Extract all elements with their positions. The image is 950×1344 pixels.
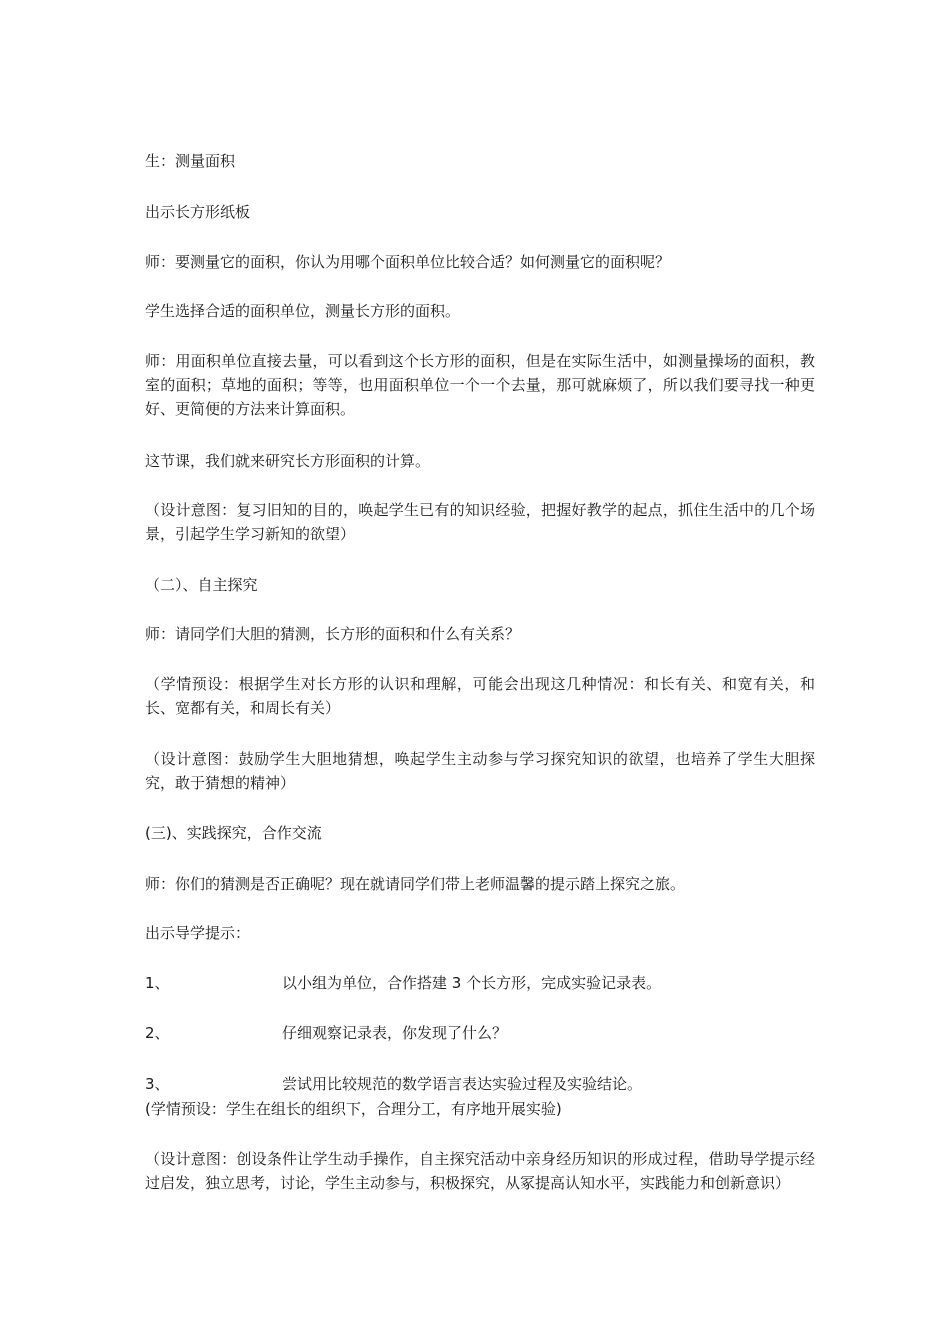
text-line: 生：测量面积 (145, 152, 236, 170)
paragraph: 师：用面积单位直接去量，可以看到这个长方形的面积，但是在实际生活中，如测量操场的面积，教室的面积；草地的面积；等等，也用面积单位一个一个去量，那可就麻烦了，所以我们要寻找一种更好、更简便的方法来计算面积。 (145, 352, 815, 418)
text-line: 学生选择合适的面积单位，测量长方形的面积。 (145, 302, 461, 320)
list-item: 尝试用比较规范的数学语言表达实验过程及实验结论。 (282, 1075, 643, 1093)
text-line: 出示导学提示： (145, 924, 251, 942)
design-intent-note: （设计意图：创设条件让学生动手操作，自主探究活动中亲身经历知识的形成过程，借助导学提示经过启发，独立思考，讨论，学生主动参与，积极探究，从冢提高认知水平，实践能力和创新意识） (145, 1150, 815, 1192)
text-line: 出示长方形纸板 (145, 203, 251, 221)
text-line: 师：你们的猜测是否正确呢？现在就请同学们带上老师温馨的提示踏上探究之旅。 (145, 875, 686, 893)
design-intent-note: （设计意图：鼓励学生大胆地猜想，唤起学生主动参与学习探究知识的欲望，也培养了学生大胆探究，敢于猜想的精神） (145, 750, 815, 792)
list-item-number: 3、 (145, 1075, 170, 1093)
learning-preset-note: （学情预设：根据学生对长方形的认识和理解，可能会出现这几种情况：和长有关、和宽有关，和长、宽都有关，和周长有关） (145, 675, 815, 717)
learning-preset-note: (学情预设：学生在组长的组织下，合理分工，有序地开展实验) (145, 1100, 562, 1118)
text-line: 这节课，我们就来研究长方形面积的计算。 (145, 452, 431, 470)
list-item: 仔细观察记录表，你发现了什么？ (282, 1024, 508, 1042)
section-heading: (三)、实践探究，合作交流 (145, 824, 322, 842)
design-intent-note: （设计意图：复习旧知的目的，唤起学生已有的知识经验，把握好教学的起点，抓住生活中的几个场景，引起学生学习新知的欲望） (145, 501, 815, 543)
section-heading: （二）、自主探究 (145, 576, 258, 594)
list-item: 以小组为单位，合作搭建 3 个长方形，完成实验记录表。 (282, 974, 662, 992)
text-line: 师：请同学们大胆的猜测，长方形的面积和什么有关系？ (145, 625, 521, 643)
list-item-number: 2、 (145, 1024, 170, 1042)
list-item-number: 1、 (145, 974, 170, 992)
text-line: 师：要测量它的面积，你认为用哪个面积单位比较合适？如何测量它的面积呢？ (145, 253, 671, 271)
